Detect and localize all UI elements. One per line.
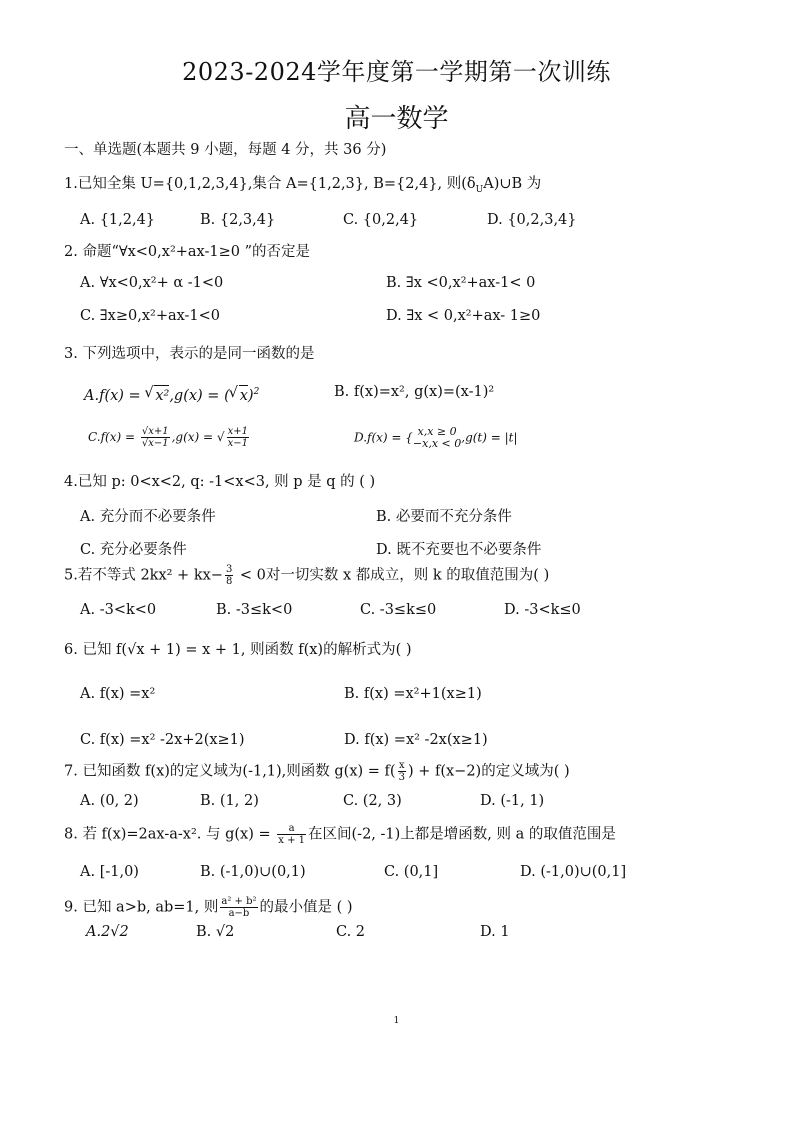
q3-option-a (84, 382, 259, 406)
q3-a-radical-2: √ x (239, 385, 248, 406)
q3-option-b: B. f(x)=x², g(x)=(x-1)² (334, 384, 495, 400)
q4-option-b: B. 必要而不充分条件 (376, 509, 512, 525)
q8-option-a: A. [-1,0) (80, 864, 139, 880)
q9-stem-post: 的最小值是 ( ) (259, 899, 353, 916)
q7-option-a: A. (0, 2) (80, 793, 139, 809)
q3-a-pre: A.f(x) = (84, 387, 146, 404)
q1-option-c: C. {0,2,4} (343, 212, 419, 228)
q3-d-post: ,g(t) = |t| (461, 430, 518, 445)
q7-stem-pre: 7. 已知函数 f(x)的定义域为(-1,1),则函数 g(x) = f( (64, 763, 396, 780)
exam-title: 2023-2024学年度第一学期第一次训练 (182, 58, 611, 86)
q7-frac-num: x (398, 760, 405, 771)
q3-a-mid: ,g(x) = ( (169, 387, 230, 404)
q7-stem (64, 760, 570, 783)
q2-option-b: B. ∃x <0,x²+ax-1< 0 (386, 275, 536, 291)
q3-c-num-2: x+1 (227, 426, 248, 437)
q1-option-b: B. {2,3,4} (200, 212, 276, 228)
q8-frac-num: a (277, 823, 306, 835)
q9-option-c: C. 2 (336, 924, 366, 940)
q8-option-c: C. (0,1] (384, 864, 439, 880)
q8-stem-post: 在区间(-2, -1)上都是增函数, 则 a 的取值范围是 (308, 826, 616, 843)
q5-frac-den: 8 (225, 576, 233, 587)
q5-stem (64, 564, 549, 587)
q6-stem: 6. 已知 f(√x + 1) = x + 1, 则函数 f(x)的解析式为( ) (64, 642, 412, 658)
q3-d-cases (413, 426, 461, 450)
q5-fraction (225, 564, 233, 587)
q9-frac-den: a−b (228, 908, 250, 919)
q5-option-d: D. -3<k≤0 (504, 602, 581, 618)
q5-option-c: C. -3≤k≤0 (360, 602, 437, 618)
q5-option-a: A. -3<k<0 (80, 602, 157, 618)
q3-a-exponent: 2 (253, 387, 260, 397)
q9-option-a: A.2√2 (86, 924, 129, 940)
q9-stem (64, 896, 353, 919)
q3-c-fraction-2 (227, 426, 249, 449)
q1-stem-sub: U (475, 184, 484, 195)
q5-stem-post: < 0对一切实数 x 都成立，则 k 的取值范围为( ) (235, 567, 550, 584)
q8-option-d: D. (-1,0)∪(0,1] (520, 864, 627, 880)
q4-option-c: C. 充分必要条件 (80, 542, 187, 558)
exam-subtitle: 高一数学 (344, 104, 449, 134)
q3-a-post: ) (247, 387, 254, 404)
q3-option-c: C.f(x) = $\frac{√x+1}{√x-1}$ ,g(x) = √ $\frac{x+1}{x-1}$ (88, 426, 248, 449)
q2-option-d: D. ∃x < 0,x²+ax- 1≥0 (386, 308, 541, 324)
q4-stem: 4.已知 p: 0<x<2, q: -1<x<3, 则 p 是 q 的 ( ) (64, 474, 376, 490)
q3-c-den-2: x−1 (227, 438, 248, 449)
q7-frac-den: 3 (398, 772, 405, 783)
q3-c-den-1: √x−1 (141, 438, 169, 449)
q7-stem-post: ) + f(x−2)的定义域为( ) (407, 763, 570, 780)
q3-d-case-bottom: −x,x < 0 (412, 437, 462, 450)
q9-frac-num: a² + b² (221, 896, 257, 907)
q3-d-case-top: x,x ≥ 0 (417, 425, 457, 438)
q3-d-pre: D.f(x) = { (354, 430, 413, 445)
q7-option-b: B. (1, 2) (200, 793, 259, 809)
q2-stem: 2. 命题“∀x<0,x²+ax-1≥0 ”的否定是 (64, 244, 310, 260)
q1-stem-text: 1.已知全集 U={0,1,2,3,4},集合 A={1,2,3}, B={2,4}, 则(δ (64, 176, 476, 192)
q4-option-d: D. 既不充要也不必要条件 (376, 542, 542, 558)
q5-frac-num: 3 (225, 564, 233, 575)
q9-fraction (220, 896, 257, 919)
q9-option-b: B. √2 (196, 924, 235, 940)
q1-option-a: A. {1,2,4} (80, 212, 156, 228)
q7-option-d: D. (-1, 1) (480, 793, 545, 809)
q6-option-a: A. f(x) =x² (80, 686, 156, 702)
q8-frac-den: x + 1 (278, 835, 306, 846)
q1-stem-end: A)∪B 为 (483, 176, 542, 192)
q7-option-c: C. (2, 3) (343, 793, 402, 809)
q1-stem (64, 174, 541, 200)
section-heading: 一、单选题(本题共 9 小题，每题 4 分，共 36 分) (64, 142, 387, 158)
q8-option-b: B. (-1,0)∪(0,1) (200, 864, 306, 880)
q7-fraction (398, 760, 406, 783)
q6-option-d: D. f(x) =x² -2x(x≥1) (344, 732, 488, 748)
q9-option-d: D. 1 (480, 924, 510, 940)
q3-c-mid: ,g(x) = (171, 430, 217, 444)
q1-option-d: D. {0,2,3,4} (487, 212, 577, 228)
q3-option-d (354, 426, 518, 450)
q3-c-fraction-1 (141, 426, 170, 449)
q8-fraction (277, 823, 306, 846)
q8-stem (64, 823, 616, 846)
q8-stem-pre: 8. 若 f(x)=2ax-a-x². 与 g(x) = (64, 826, 276, 843)
page-number: 1 (393, 1016, 400, 1026)
q2-option-a: A. ∀x<0,x²+ α -1<0 (80, 275, 224, 291)
q4-option-a: A. 充分而不必要条件 (80, 509, 216, 525)
q3-a-radical-1: √ x² (154, 385, 169, 406)
q2-option-c: C. ∃x≥0,x²+ax-1<0 (80, 308, 221, 324)
q9-stem-pre: 9. 已知 a>b, ab=1, 则 (64, 899, 219, 916)
q6-option-b: B. f(x) =x²+1(x≥1) (344, 686, 482, 702)
q5-stem-pre: 5.若不等式 2kx² + kx− (64, 567, 223, 584)
q3-c-num-1: √x+1 (141, 426, 169, 437)
q6-option-c: C. f(x) =x² -2x+2(x≥1) (80, 732, 245, 748)
q5-option-b: B. -3≤k<0 (216, 602, 293, 618)
q3-stem: 3. 下列选项中，表示的是同一函数的是 (64, 346, 315, 362)
q3-c-pre: C.f(x) = (88, 430, 139, 444)
